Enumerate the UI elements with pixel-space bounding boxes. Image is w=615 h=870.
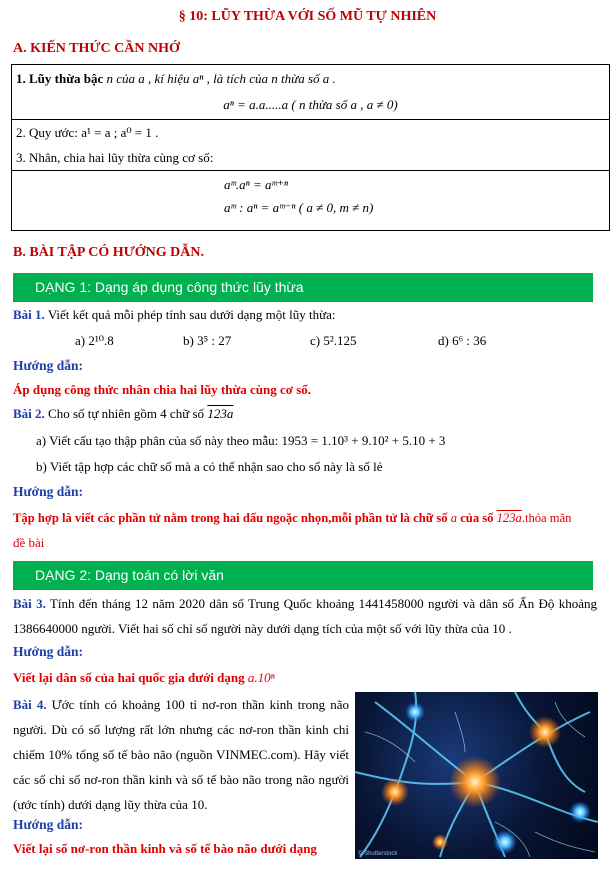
section-a-heading: A. KIẾN THỨC CẦN NHỚ: [13, 41, 180, 56]
guide-3-heading: Hướng dẫn:: [13, 644, 83, 659]
guide-1-heading: Hướng dẫn:: [13, 358, 83, 373]
knowledge-item-2: 2. Quy ước: a¹ = a ; a⁰ = 1 .: [16, 125, 159, 140]
exercise-4: Bài 4. Ước tính có khoảng 100 tỉ nơ-ron thần kinh trong não người. Dù có số lượng rất lớn nhưng các nơ-ron thần kinh chỉ chiếm 10% tổng số tế bào não (nguồn VINMEC.com). Hãy viết các số chỉ số nơ-ron thần kinh và số tế bào não trong não người (ước tính) dưới dạng lũy thừa của 10.: [13, 697, 349, 812]
knowledge-box: [11, 64, 610, 231]
guide-1-text: Áp dụng công thức nhân chia hai lũy thừa cùng cơ số.: [13, 382, 312, 397]
exercise-1b: b) 3⁵ : 27: [183, 333, 232, 348]
exercise-2a: a) Viết cấu tạo thập phân của số này theo mẫu: 1953 = 1.10³ + 9.10² + 5.10 + 3: [36, 433, 446, 448]
box-divider: [12, 119, 609, 120]
neuron-photo: [355, 692, 598, 859]
guide-2-text: Tập hợp là viết các phần tử nằm trong hai dấu ngoặc nhọn,mỗi phần tử là chữ số a của số 123a.thỏa mãn: [13, 511, 572, 525]
guide-4-heading: Hướng dẫn:: [13, 817, 83, 832]
exercise-2: Bài 2. Cho số tự nhiên gồm 4 chữ số 123a: [13, 406, 234, 421]
dang-1-banner: DẠNG 1: Dạng áp dụng công thức lũy thừa: [13, 273, 593, 302]
guide-4-text: Viết lại số nơ-ron thần kinh và số tế bào não dưới dạng: [13, 841, 317, 856]
box-divider: [12, 170, 609, 171]
knowledge-item-1: 1. Lũy thừa bậc n của a , kí hiệu aⁿ , là tích của n thừa số a .: [16, 71, 336, 86]
knowledge-item-3: 3. Nhân, chia hai lũy thừa cùng cơ số:: [16, 150, 214, 165]
multiply-formula: aᵐ.aⁿ = aᵐ⁺ⁿ: [224, 177, 288, 192]
guide-3-text: Viết lại dân số của hai quốc gia dưới dạng a.10ⁿ: [13, 670, 275, 685]
power-definition-formula: aⁿ = a.a.....a ( n thừa số a , a ≠ 0): [223, 97, 398, 112]
exercise-1a: a) 2¹⁰.8: [75, 333, 114, 348]
divide-formula: aᵐ : aⁿ = aᵐ⁻ⁿ ( a ≠ 0, m ≠ n): [224, 200, 374, 215]
exercise-1c: c) 5².125: [310, 333, 357, 348]
photo-credit: © Shutterstock: [358, 851, 398, 857]
section-b-heading: B. BÀI TẬP CÓ HƯỚNG DẪN.: [13, 245, 204, 260]
exercise-2b: b) Viết tập hợp các chữ số mà a có thể nhận sao cho số này là số lẻ: [36, 459, 383, 474]
dang-2-banner: DẠNG 2: Dạng toán có lời văn: [13, 561, 593, 590]
exercise-3: Bài 3. Tính đến tháng 12 năm 2020 dân số Trung Quốc khoảng 1441458000 người và dân số Ấn Độ khoảng 1386640000 người. Viết hai số chỉ số người này dưới dạng tích của một số với lũy thừa của 10 .: [13, 596, 597, 636]
guide-2-text-line2: đề bài: [13, 535, 45, 550]
guide-2-heading: Hướng dẫn:: [13, 484, 83, 499]
exercise-1d: d) 6⁶ : 36: [438, 333, 487, 348]
neuron-illustration: [355, 692, 598, 859]
exercise-1: Bài 1. Viết kết quả mỗi phép tính sau dưới dạng một lũy thừa:: [13, 307, 336, 322]
page-title: § 10: LŨY THỪA VỚI SỐ MŨ TỰ NHIÊN: [178, 9, 437, 24]
